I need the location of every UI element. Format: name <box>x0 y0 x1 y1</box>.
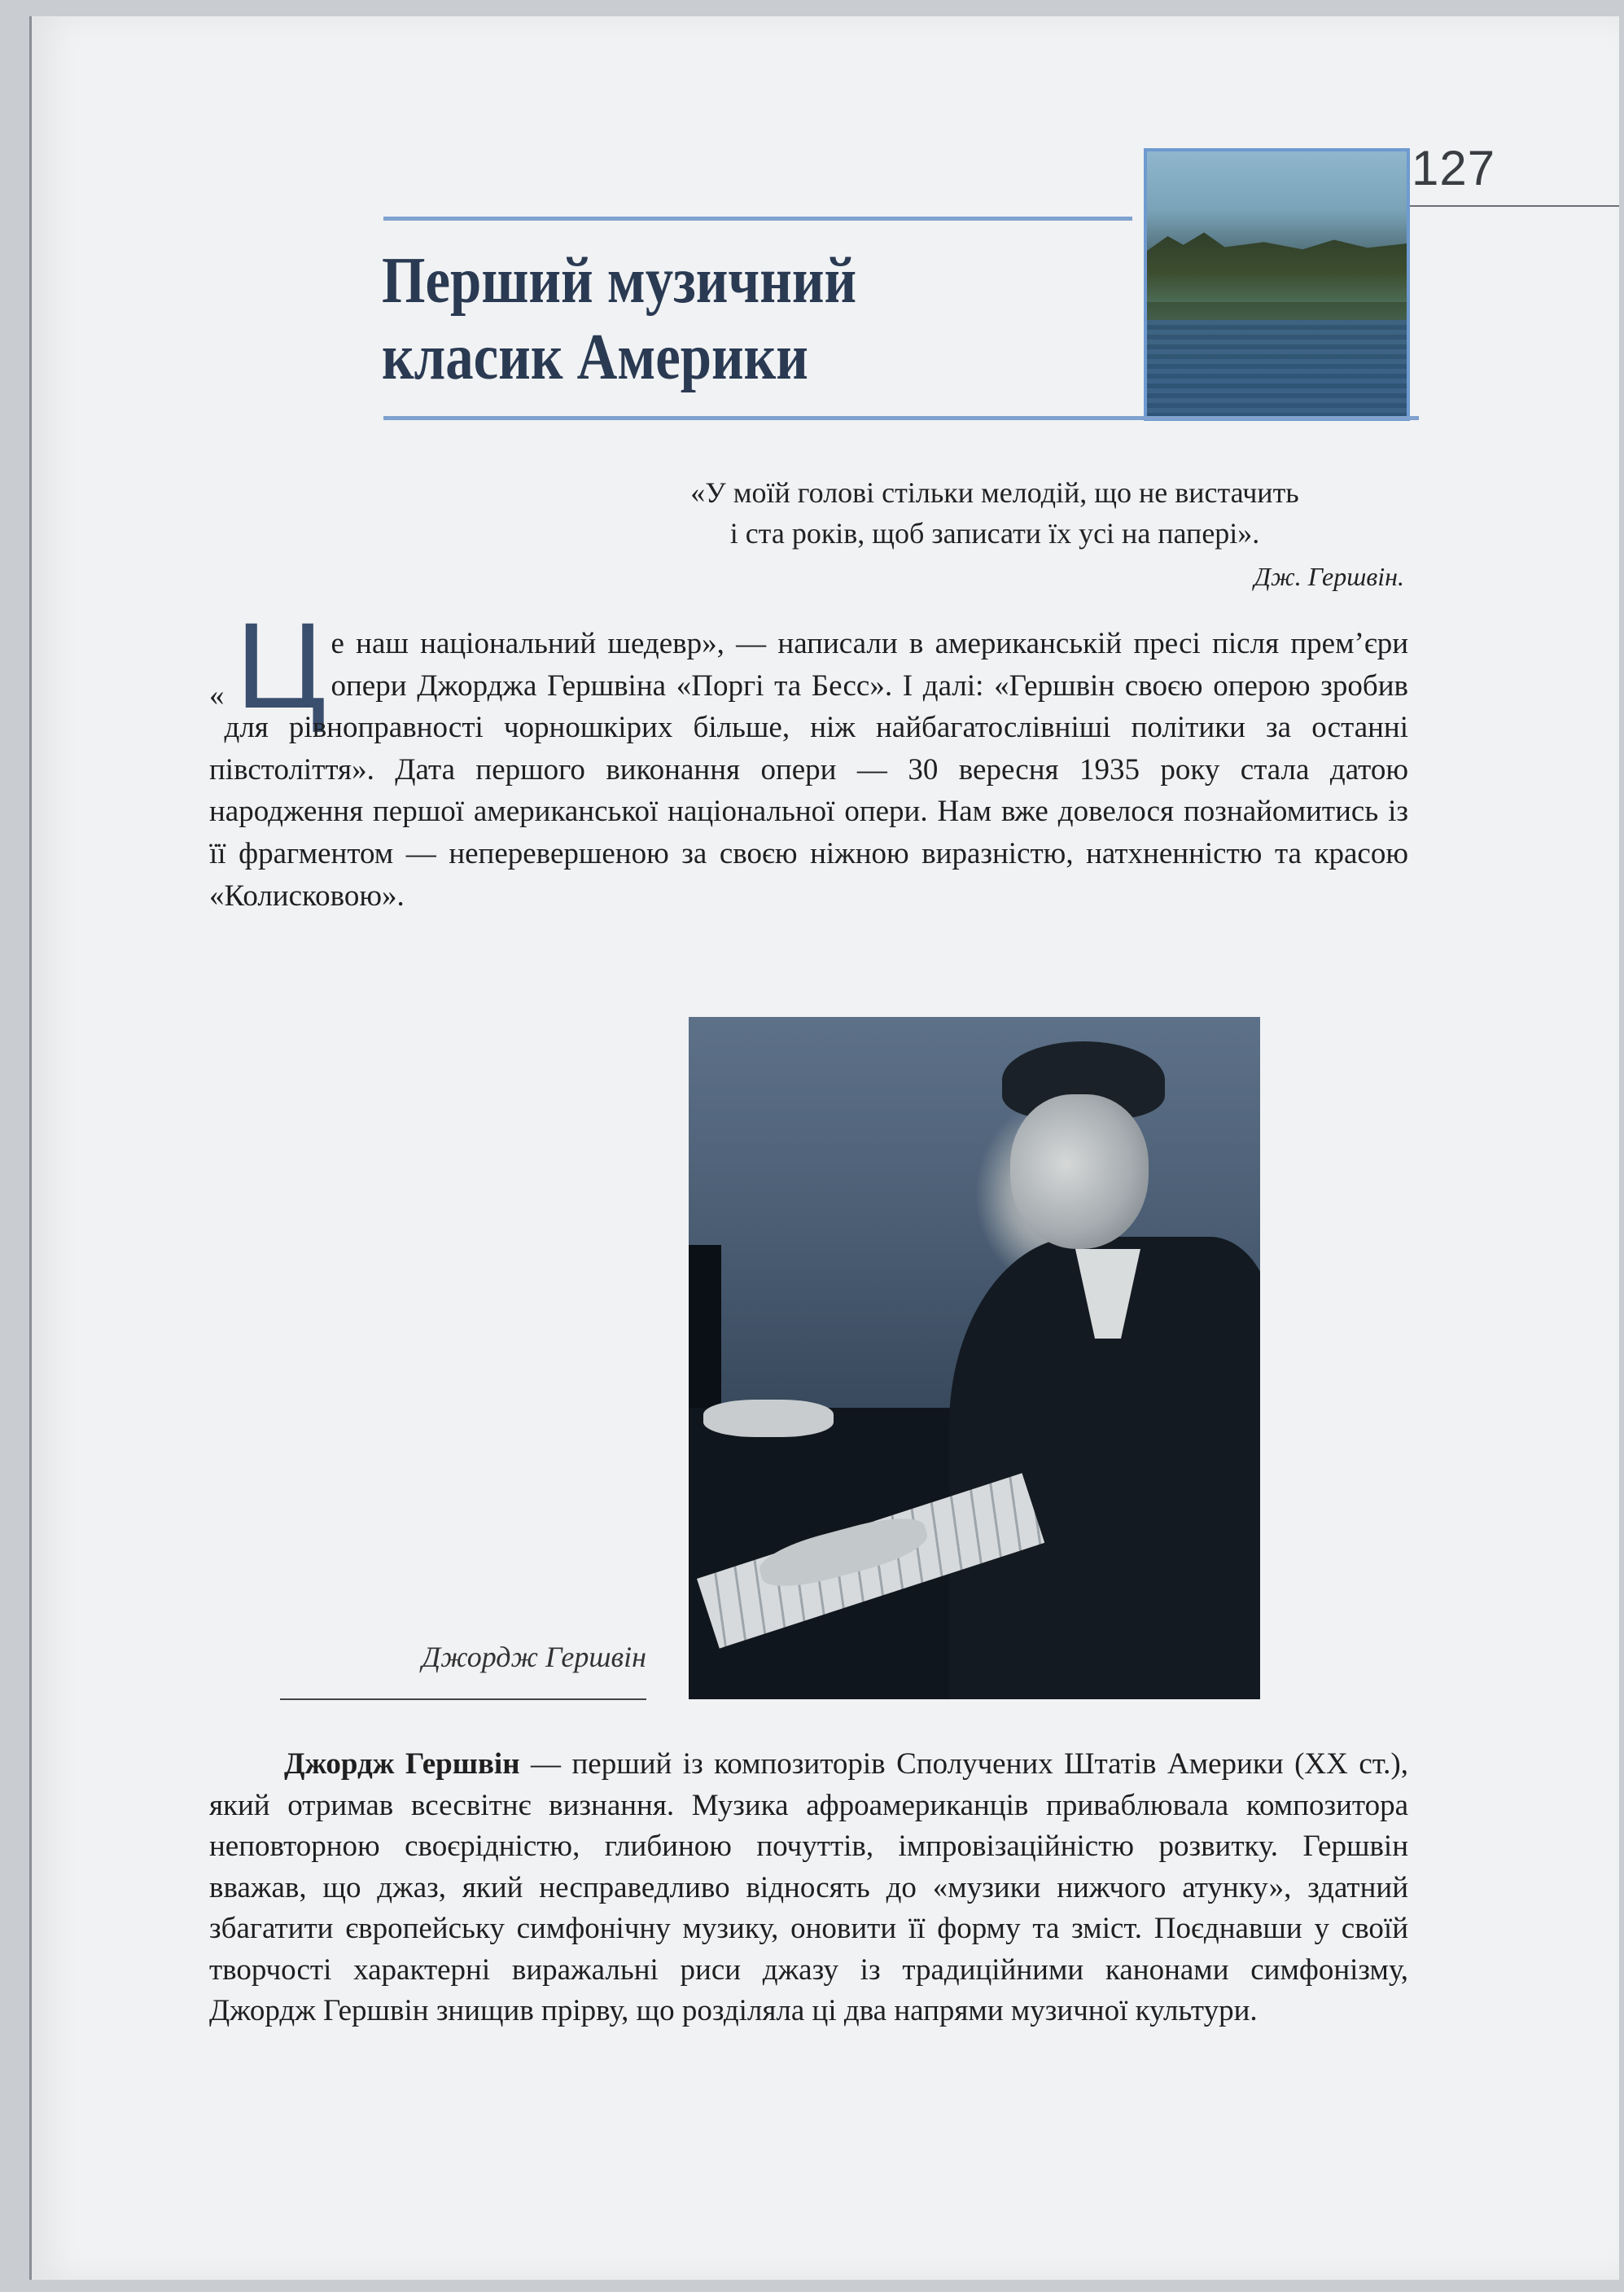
chapter-title-line-2: класик Америки <box>382 322 808 393</box>
title-rule-top <box>383 217 1132 221</box>
drop-cap-letter: Ц <box>235 597 326 734</box>
bio-text: — перший із композиторів Сполучених Штатів Америки (XX ст.), який отримав всесвітнє визнання. Музика афроамериканців приваблювала композитора неповторною своєрідністю, глибиною почуттів, імпровізаційністю розвитку. Гершвін вважав, що джаз, який несправедливо відносять до «музики нижчого атунку», здатний збагатити європейську симфонічну музику, оновити її форму та зміст. Поєднавши у своїй творчості характерні виражальні риси джазу із традиційними канонами симфонізму, Джордж Гершвін знищив прірву, що розділяла ці два напрями музичної культури. <box>209 1747 1408 2027</box>
photo-figure-hand <box>703 1400 834 1437</box>
photo-figure-face <box>1010 1094 1149 1249</box>
epigraph-author: Дж. Гершвін. <box>1254 562 1404 591</box>
photo-piano-lid <box>689 1245 721 1424</box>
bio-lead-name: Джордж Гершвін <box>284 1747 520 1781</box>
corner-image-treeline <box>1147 229 1407 302</box>
corner-image-water <box>1147 320 1407 418</box>
epigraph-line-2: і ста років, щоб записати їх усі на папері». <box>729 517 1260 550</box>
intro-paragraph <box>209 597 1408 917</box>
page-number-rule <box>1409 205 1619 207</box>
gershwin-portrait-photo <box>689 1017 1260 1699</box>
epigraph-quote <box>488 472 1404 554</box>
caption-rule <box>280 1698 646 1700</box>
book-page <box>29 16 1619 2280</box>
intro-open-quote: « <box>209 679 225 712</box>
intro-text: е наш національний шедевр», — написали в американській пресі після прем’єри опери Джорджа Гершвіна «Поргі та Бесс». І далі: «Гершвін своєю оперою зробив для рівноправності чорношкірих більше, ніж найбагатослівніші політики за останні півстоліття». Дата першого виконання опери — 30 вересня 1935 року стала датою народження першої американської національної опери. Нам вже довелося познайомитись із її фрагментом — неперевершеною за своєю ніжною виразністю, натхненністю та красою «Колисковою». <box>209 627 1408 913</box>
epigraph-line-1: «У моїй голові стільки мелодій, що не вистачить <box>690 476 1299 509</box>
biography-paragraph <box>209 1744 1408 2032</box>
page-number: 127 <box>1412 141 1496 195</box>
chapter-title-line-1: Перший музичний <box>382 245 857 317</box>
photo-caption: Джордж Гершвін <box>422 1641 646 1673</box>
chapter-title <box>382 243 998 396</box>
corner-landscape-image <box>1144 148 1410 421</box>
title-rule-bottom <box>383 416 1419 420</box>
